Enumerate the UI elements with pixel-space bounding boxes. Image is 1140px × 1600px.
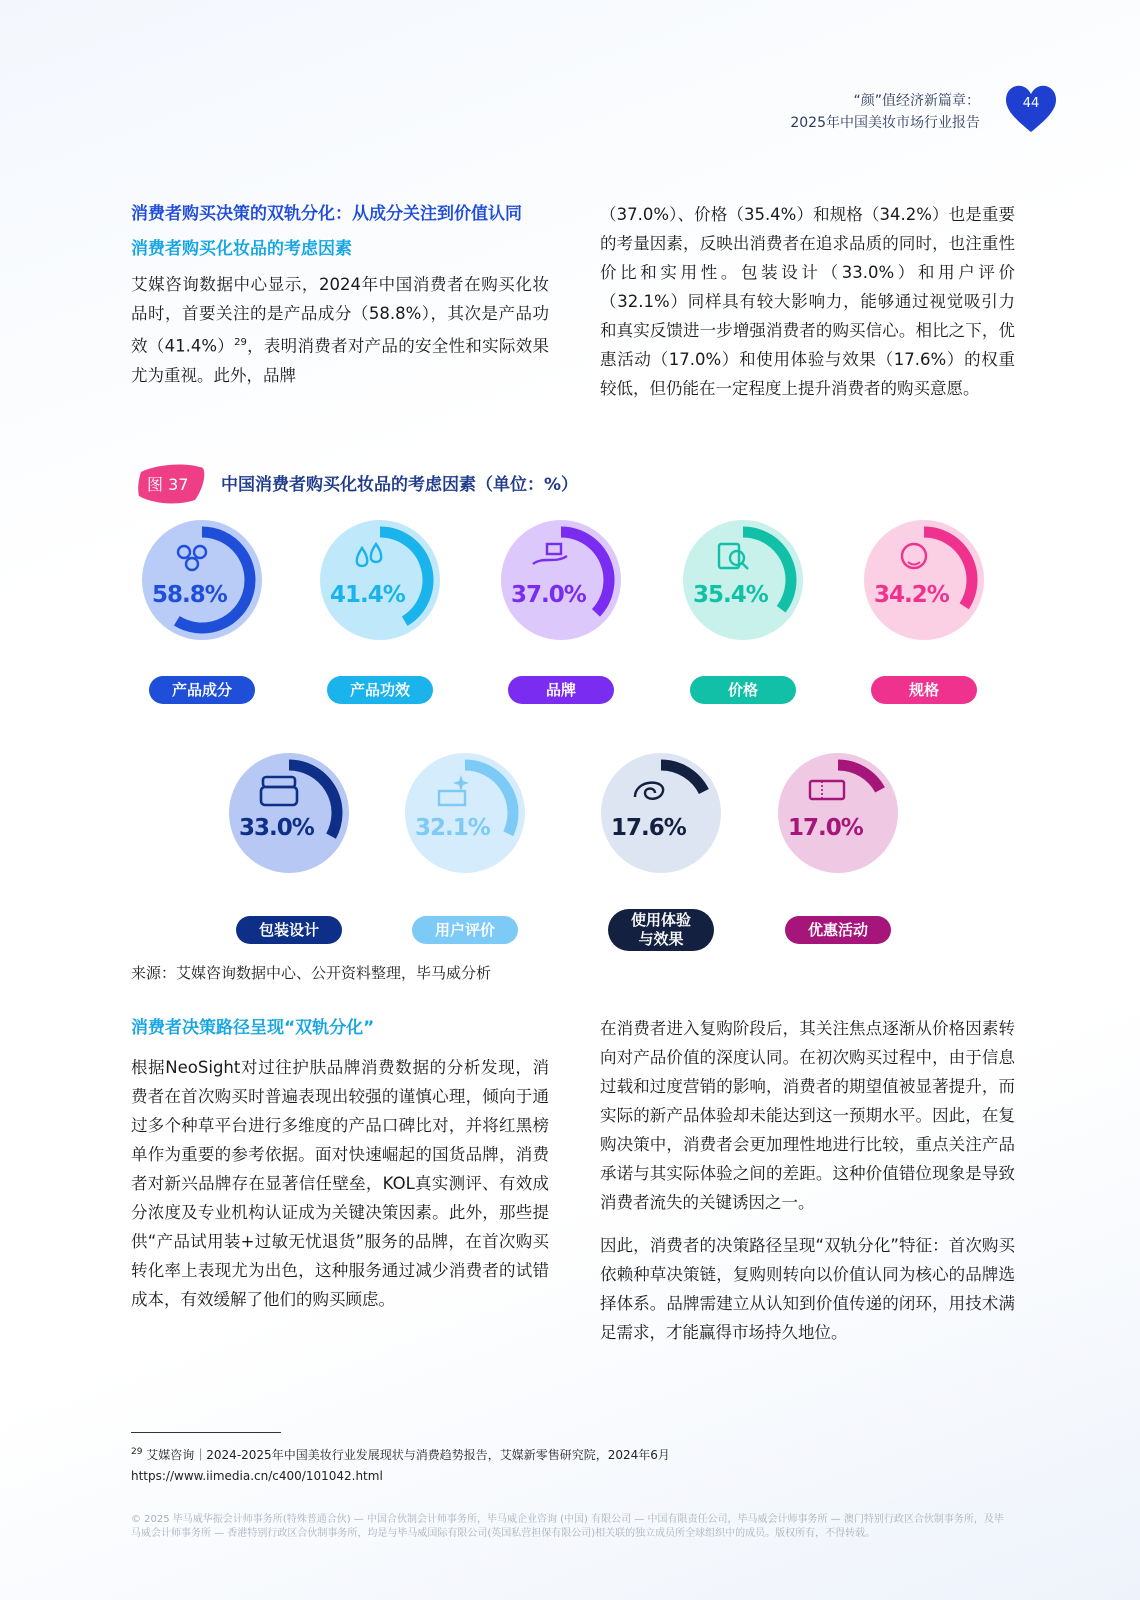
value-label: 17.6% (611, 815, 686, 841)
factor-label-line: 使用体验 (630, 911, 691, 929)
donut-background (320, 520, 440, 640)
value-label: 35.4% (693, 582, 768, 608)
donut-4 (683, 520, 803, 640)
page-number-heart (1003, 80, 1059, 136)
donut-background (229, 753, 349, 873)
figure-title-bar (133, 460, 833, 504)
factor-2 (320, 520, 440, 640)
value-label: 58.8% (152, 582, 227, 608)
value-label: 17.0% (788, 815, 863, 841)
value-label: 32.1% (415, 815, 490, 841)
header-title: “颜”值经济新篇章： (853, 93, 980, 109)
factor-label: 品牌 (508, 676, 614, 704)
section1-paragraph-right: （37.0%）、价格（35.4%）和规格（34.2%）也是重要的考量因素，反映出消费者在追求品质的同时，也注重性价比和实用性。包装设计（33.0%）和用户评价（32.1%）同样具有较大影响力，能够通过视觉吸引力和真实反馈进一步增强消费者的购买信心。相比之下，优惠活动（17.0%）和使用体验与效果（17.6%）的权重较低，但仍能在一定程度上提升消费者的购买意愿。 (600, 205, 1015, 398)
factor-4 (683, 520, 803, 640)
factor-label: 包装设计 (236, 916, 342, 944)
donut-8 (601, 753, 721, 873)
section1-left-column (131, 200, 549, 390)
factor-1 (142, 520, 262, 640)
section2-left-column (131, 1014, 549, 1314)
donut-background (501, 520, 621, 640)
copyright-notice: © 2025 毕马威华振会计师事务所(特殊普通合伙) — 中国合伙制会计师事务所，毕马威企业咨询 (中国) 有限公司 — 中国有限责任公司，毕马威会计师事务所 — 澳门特别行政区合伙制事务所，及毕马威会计师事务所 — 香港特别行政区合伙制事务所，均是与毕马威国际有限公司(英国私营担保有限公司)相关联的独立成员所全球组织中的成员。版权所有，不得转载。 (131, 1514, 1004, 1539)
page-number: 44 (1022, 96, 1040, 111)
header-subtitle: 2025年中国美妆市场行业报告 (790, 115, 980, 131)
factor-3 (501, 520, 621, 640)
donut-background (405, 753, 525, 873)
footnote-text: 艾媒咨询｜2024-2025年中国美妆行业发展现状与消费趋势报告，艾媒新零售研究院，2024年6月 (146, 1448, 670, 1462)
factor-label: 规格 (871, 676, 977, 704)
donut-background (601, 753, 721, 873)
footnote-divider (131, 1432, 281, 1433)
footnote (131, 1442, 670, 1487)
value-label: 34.2% (874, 582, 949, 608)
donut-2 (320, 520, 440, 640)
section1-heading: 消费者购买决策的双轨分化：从成分关注到价值认同 (131, 204, 522, 224)
factor-5 (864, 520, 984, 640)
figure-source: 来源：艾媒咨询数据中心、公开资料整理，毕马威分析 (131, 964, 492, 982)
donut-6 (229, 753, 349, 873)
figure-number: 图 37 (147, 475, 189, 494)
footnote-url[interactable]: https://www.iimedia.cn/c400/101042.html (131, 1469, 383, 1483)
factor-label (608, 909, 714, 951)
donut-background (142, 520, 262, 640)
factor-label: 优惠活动 (785, 916, 891, 944)
factor-9 (778, 753, 898, 873)
donut-background (683, 520, 803, 640)
section2-paragraph-left: 根据NeoSight对过往护肤品牌消费数据的分析发现，消费者在首次购买时普遍表现出较强的谨慎心理，倾向于通过多个种草平台进行多维度的产品口碑比对，并将红黑榜单作为重要的参考依据。面对快速崛起的国货品牌，消费者对新兴品牌存在显著信任壁垒，KOL真实测评、有效成分浓度及专业机构认证成为关键决策因素。此外，那些提供“产品试用装+过敏无忧退货”服务的品牌，在首次购买转化率上表现尤为出色，这种服务通过减少消费者的试错成本，有效缓解了他们的购买顾虑。 (131, 1058, 549, 1309)
donut-9 (778, 753, 898, 873)
factor-label: 价格 (690, 676, 796, 704)
factor-label-line: 与效果 (638, 930, 684, 948)
factor-8 (601, 753, 721, 873)
section2-paragraph-right-2: 因此，消费者的决策路径呈现“双轨分化”特征：首次购买依赖种草决策链，复购则转向以价值认同为核心的品牌选择体系。品牌需建立从认知到价值传递的闭环，用技术满足需求，才能赢得市场持久地位。 (600, 1236, 1015, 1342)
section1-subheading: 消费者购买化妆品的考虑因素 (131, 239, 352, 259)
section1-right-column (600, 200, 1015, 403)
donut-5 (864, 520, 984, 640)
report-header (790, 90, 980, 134)
factor-label: 产品功效 (327, 676, 433, 704)
donut-7 (405, 753, 525, 873)
donut-background (778, 753, 898, 873)
section1-paragraph-left: 艾媒咨询数据中心显示，2024年中国消费者在购买化妆品时，首要关注的是产品成分（58.8%），其次是产品功效$(41.4\%)^{29}$，表明消费者对产品的安全性和实际效果尤为重视。此外，品牌 (131, 275, 550, 385)
figure-title: 中国消费者购买化妆品的考虑因素（单位：%） (221, 475, 579, 495)
section2-right-column (600, 1014, 1015, 1347)
section2-heading: 消费者决策路径呈现“双轨分化” (131, 1018, 375, 1038)
factor-7 (405, 753, 525, 873)
donut-1 (142, 520, 262, 640)
value-label: 33.0% (239, 815, 314, 841)
donut-3 (501, 520, 621, 640)
factor-label: 用户评价 (412, 916, 518, 944)
factor-6 (229, 753, 349, 873)
section2-paragraph-right-1: 在消费者进入复购阶段后，其关注焦点逐渐从价格因素转向对产品价值的深度认同。在初次购买过程中，由于信息过载和过度营销的影响，消费者的期望值被显著提升，而实际的新产品体验却未能达到这一预期水平。因此，在复购决策中，消费者会更加理性地进行比较，重点关注产品承诺与其实际体验之间的差距。这种价值错位现象是导致消费者流失的关键诱因之一。 (600, 1019, 1015, 1212)
footnote-number: 29 (131, 1447, 143, 1457)
figure-badge (137, 462, 207, 506)
value-label: 41.4% (330, 582, 405, 608)
factor-label: 产品成分 (149, 676, 255, 704)
donut-background (864, 520, 984, 640)
value-label: 37.0% (511, 582, 586, 608)
